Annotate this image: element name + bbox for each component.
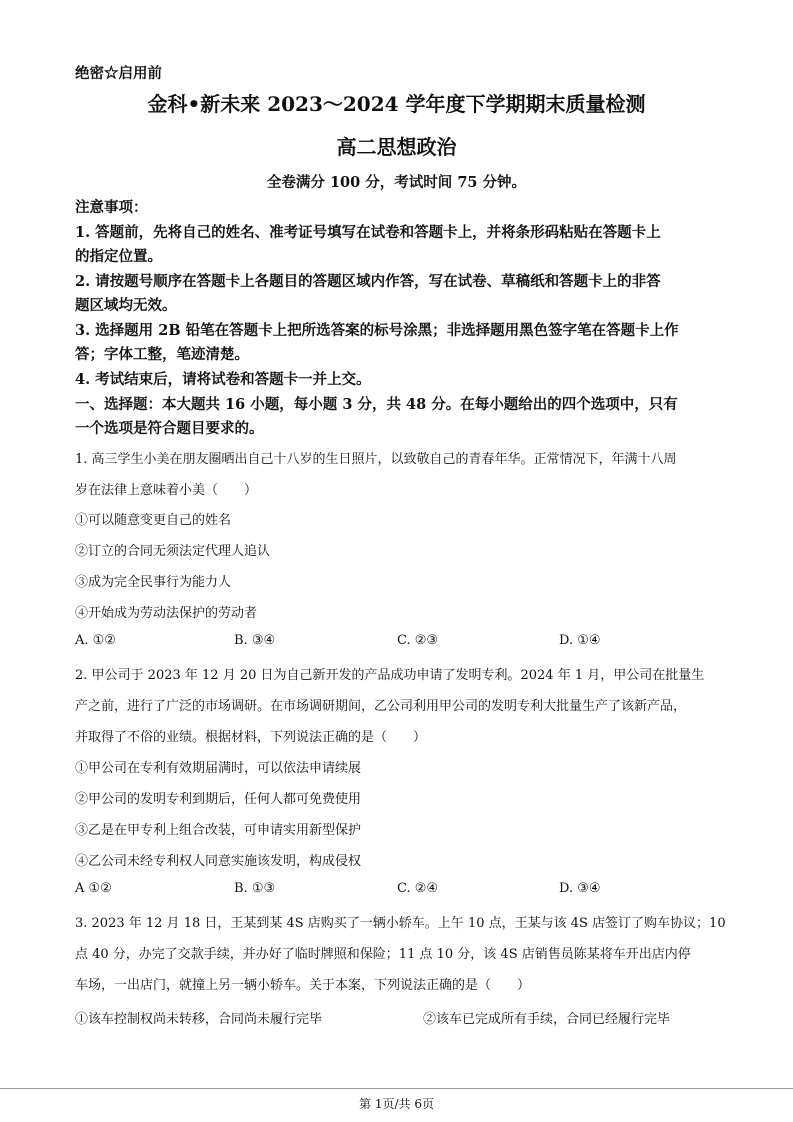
question-3-stem: 车场，一出店门，就撞上另一辆小轿车。关于本案，下列说法正确的是（ ） [75,978,531,993]
score-info: 全卷满分 100 分，考试时间 75 分钟。 [266,174,527,191]
question-1-option-c: C. ②③ [397,633,439,648]
question-2-option-d: D. ③④ [559,881,601,896]
question-1-item: ②订立的合同无须法定代理人追认 [75,544,271,559]
question-2-option-b: B. ①③ [234,881,276,896]
confidential-label: 绝密☆启用前 [75,65,162,82]
question-2-option-c: C. ②④ [397,881,439,896]
question-1-item: ④开始成为劳动法保护的劳动者 [75,606,258,621]
page-number: 第 1页/共 6页 [359,1097,434,1111]
question-1-stem: 1. 高三学生小美在朋友圈晒出自己十八岁的生日照片，以致敬自己的青春年华。正常情况下，年满十八周 [75,452,677,467]
subject-title: 高二思想政治 [336,135,457,159]
question-1-option-d: D. ①④ [559,633,601,648]
notes-line: 的指定位置。 [75,248,162,265]
question-3-stem: 3. 2023 年 12 月 18 日，王某到某 4S 店购买了一辆小轿车。上午 10 点，王某与该 4S 店签订了购车协议；10 [75,916,726,931]
notes-heading: 注意事项： [75,199,148,216]
question-2-item: ③乙是在甲专利上组合改装，可申请实用新型保护 [75,823,362,838]
section-heading: 一个选项是符合题目要求的。 [75,420,264,437]
question-3-item: ①该车控制权尚未转移，合同尚未履行完毕 [75,1012,323,1027]
question-1-stem: 岁在法律上意味着小美（ ） [75,483,258,498]
question-1-item: ①可以随意变更自己的姓名 [75,513,232,528]
notes-line: 答；字体工整，笔迹清楚。 [75,346,249,363]
section-heading: 一、选择题：本大题共 16 小题，每小题 3 分，共 48 分。在每小题给出的四个选项中，只有 [75,396,678,413]
question-1-option-a: A. ①② [75,633,116,648]
question-2-item: ②甲公司的发明专利到期后，任何人都可免费使用 [75,792,362,807]
question-2-option-a: A ①② [75,881,112,896]
question-3-item: ②该车已完成所有手续，合同已经履行完毕 [423,1012,671,1027]
question-1-option-b: B. ③④ [234,633,276,648]
footer-divider [0,1088,793,1089]
notes-line: 3. 选择题用 2B 铅笔在答题卡上把所选答案的标号涂黑；非选择题用黑色签字笔在答题卡上作 [75,322,679,339]
exam-title: 金科•新未来 2023～2024 学年度下学期期末质量检测 [147,92,646,116]
question-2-item: ④乙公司未经专利权人同意实施该发明，构成侵权 [75,854,362,869]
question-3-stem: 点 40 分，办完了交款手续，并办好了临时牌照和保险；11 点 10 分，该 4S 店销售员陈某将车开出店内停 [75,947,691,962]
notes-line: 4. 考试结束后，请将试卷和答题卡一并上交。 [75,371,371,388]
question-2-stem: 并取得了不俗的业绩。根据材料，下列说法正确的是（ ） [75,730,427,745]
notes-line: 2. 请按题号顺序在答题卡上各题目的答题区域内作答，写在试卷、草稿纸和答题卡上的非答 [75,273,661,290]
question-2-stem: 产之前，进行了广泛的市场调研。在市场调研期间，乙公司利用甲公司的发明专利大批量生产了该新产品， [75,699,687,714]
question-2-item: ①甲公司在专利有效期届满时，可以依法申请续展 [75,761,362,776]
notes-line: 题区域均无效。 [75,297,177,314]
notes-line: 1. 答题前，先将自己的姓名、准考证号填写在试卷和答题卡上，并将条形码粘贴在答题卡上 [75,224,661,241]
question-2-stem: 2. 甲公司于 2023 年 12 月 20 日为自己新开发的产品成功申请了发明专利。2024 年 1 月，甲公司在批量生 [75,668,705,683]
question-1-item: ③成为完全民事行为能力人 [75,575,232,590]
